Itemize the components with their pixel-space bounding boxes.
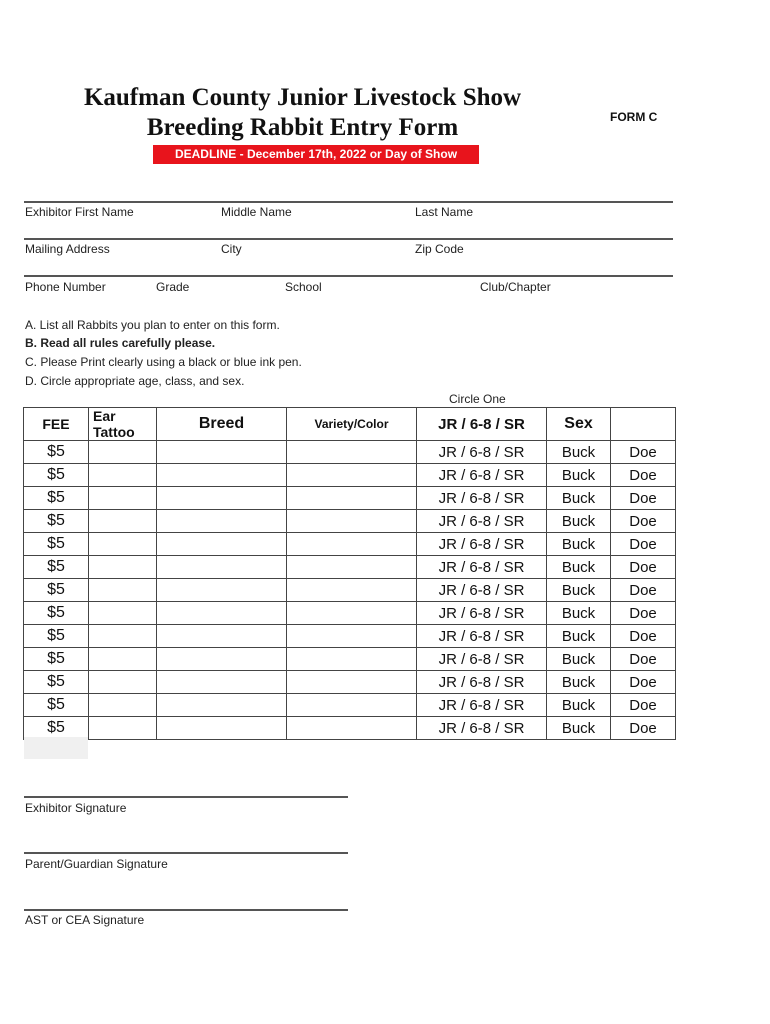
age-class-cell[interactable]: JR / 6-8 / SR <box>417 556 547 579</box>
header-ear-tattoo: Ear Tattoo <box>89 408 157 441</box>
exhibitor-signature-label: Exhibitor Signature <box>25 801 127 815</box>
breed-cell[interactable] <box>157 487 287 510</box>
fee-cell: $5 <box>24 625 89 648</box>
table-row <box>24 602 676 625</box>
variety-cell[interactable] <box>287 625 417 648</box>
table-row <box>24 717 676 740</box>
age-class-cell[interactable]: JR / 6-8 / SR <box>417 579 547 602</box>
breed-cell[interactable] <box>157 510 287 533</box>
phone-label: Phone Number <box>25 280 106 294</box>
table-row <box>24 694 676 717</box>
sex-buck-cell[interactable]: Buck <box>547 464 611 487</box>
instruction-d: D. Circle appropriate age, class, and sex. <box>25 374 245 388</box>
fee-cell: $5 <box>24 602 89 625</box>
variety-cell[interactable] <box>287 694 417 717</box>
header-sex: Sex <box>547 408 611 441</box>
sex-buck-cell[interactable]: Buck <box>547 717 611 740</box>
variety-cell[interactable] <box>287 487 417 510</box>
breed-cell[interactable] <box>157 464 287 487</box>
sex-doe-cell[interactable]: Doe <box>611 625 676 648</box>
sex-buck-cell[interactable]: Buck <box>547 556 611 579</box>
fee-cell: $5 <box>24 556 89 579</box>
age-class-cell[interactable]: JR / 6-8 / SR <box>417 694 547 717</box>
ear-tattoo-cell[interactable] <box>89 625 157 648</box>
age-class-cell[interactable]: JR / 6-8 / SR <box>417 671 547 694</box>
header-breed: Breed <box>157 408 287 441</box>
sex-buck-cell[interactable]: Buck <box>547 510 611 533</box>
divider-top <box>24 201 673 203</box>
variety-cell[interactable] <box>287 717 417 740</box>
instruction-c: C. Please Print clearly using a black or blue ink pen. <box>25 355 302 369</box>
fee-cell: $5 <box>24 464 89 487</box>
table-row <box>24 464 676 487</box>
age-class-cell[interactable]: JR / 6-8 / SR <box>417 602 547 625</box>
variety-cell[interactable] <box>287 648 417 671</box>
breed-cell[interactable] <box>157 717 287 740</box>
deadline-banner: DEADLINE - December 17th, 2022 or Day of Show <box>153 145 479 164</box>
ear-tattoo-cell[interactable] <box>89 671 157 694</box>
sex-doe-cell[interactable]: Doe <box>611 487 676 510</box>
table-row <box>24 648 676 671</box>
table-row <box>24 556 676 579</box>
instruction-a: A. List all Rabbits you plan to enter on this form. <box>25 318 280 332</box>
fee-cell: $5 <box>24 694 89 717</box>
ear-tattoo-cell[interactable] <box>89 441 157 464</box>
table-row <box>24 625 676 648</box>
ear-tattoo-cell[interactable] <box>89 510 157 533</box>
fee-cell: $5 <box>24 533 89 556</box>
address-field-line[interactable] <box>24 275 673 277</box>
fee-cell: $5 <box>24 441 89 464</box>
variety-cell[interactable] <box>287 556 417 579</box>
sex-doe-cell[interactable]: Doe <box>611 441 676 464</box>
breed-cell[interactable] <box>157 602 287 625</box>
variety-cell[interactable] <box>287 464 417 487</box>
first-name-label: Exhibitor First Name <box>25 205 134 219</box>
variety-cell[interactable] <box>287 510 417 533</box>
fee-cell: $5 <box>24 717 89 740</box>
table-row <box>24 671 676 694</box>
age-class-cell[interactable]: JR / 6-8 / SR <box>417 648 547 671</box>
sex-doe-cell[interactable]: Doe <box>611 464 676 487</box>
sex-buck-cell[interactable]: Buck <box>547 602 611 625</box>
ear-tattoo-cell[interactable] <box>89 579 157 602</box>
breed-cell[interactable] <box>157 671 287 694</box>
city-label: City <box>221 242 242 256</box>
form-id: FORM C <box>610 110 658 124</box>
fee-cell: $5 <box>24 487 89 510</box>
variety-cell[interactable] <box>287 441 417 464</box>
age-class-cell[interactable]: JR / 6-8 / SR <box>417 717 547 740</box>
variety-cell[interactable] <box>287 671 417 694</box>
middle-name-label: Middle Name <box>221 205 292 219</box>
ast-signature-label: AST or CEA Signature <box>25 913 145 927</box>
table-row <box>24 579 676 602</box>
sex-doe-cell[interactable]: Doe <box>611 717 676 740</box>
parent-signature-line[interactable] <box>24 852 348 854</box>
fee-cell: $5 <box>24 510 89 533</box>
table-row <box>24 487 676 510</box>
parent-signature-label: Parent/Guardian Signature <box>25 857 168 871</box>
breed-cell[interactable] <box>157 625 287 648</box>
ear-tattoo-cell[interactable] <box>89 602 157 625</box>
sex-buck-cell[interactable]: Buck <box>547 694 611 717</box>
age-class-cell[interactable]: JR / 6-8 / SR <box>417 487 547 510</box>
exhibitor-signature-line[interactable] <box>24 796 348 798</box>
sex-doe-cell[interactable]: Doe <box>611 694 676 717</box>
club-label: Club/Chapter <box>480 280 551 294</box>
name-field-line[interactable] <box>24 238 673 240</box>
ear-tattoo-cell[interactable] <box>89 694 157 717</box>
entry-table <box>23 407 676 740</box>
age-class-cell[interactable]: JR / 6-8 / SR <box>417 510 547 533</box>
ear-tattoo-cell[interactable] <box>89 533 157 556</box>
form-title-line2: Breeding Rabbit Entry Form <box>146 114 459 141</box>
sex-buck-cell[interactable]: Buck <box>547 441 611 464</box>
header-fee: FEE <box>24 408 89 441</box>
sex-doe-cell[interactable]: Doe <box>611 579 676 602</box>
breed-cell[interactable] <box>157 556 287 579</box>
ear-tattoo-cell[interactable] <box>89 464 157 487</box>
variety-cell[interactable] <box>287 533 417 556</box>
sex-buck-cell[interactable]: Buck <box>547 648 611 671</box>
fee-cell: $5 <box>24 648 89 671</box>
sex-doe-cell[interactable]: Doe <box>611 602 676 625</box>
header-blank <box>611 408 676 441</box>
last-name-label: Last Name <box>415 205 474 219</box>
circle-one-note: Circle One <box>449 392 506 406</box>
table-header-row <box>24 408 676 441</box>
sex-doe-cell[interactable]: Doe <box>611 671 676 694</box>
breed-cell[interactable] <box>157 533 287 556</box>
sex-buck-cell[interactable]: Buck <box>547 671 611 694</box>
sex-doe-cell[interactable]: Doe <box>611 648 676 671</box>
breed-cell[interactable] <box>157 648 287 671</box>
mailing-address-label: Mailing Address <box>25 242 110 256</box>
age-class-cell[interactable]: JR / 6-8 / SR <box>417 533 547 556</box>
sex-buck-cell[interactable]: Buck <box>547 625 611 648</box>
form-title-line1: Kaufman County Junior Livestock Show <box>83 84 522 111</box>
header-age-class: JR / 6-8 / SR <box>417 408 547 441</box>
ear-tattoo-cell[interactable] <box>89 648 157 671</box>
fee-cell: $5 <box>24 671 89 694</box>
sex-buck-cell[interactable]: Buck <box>547 579 611 602</box>
ear-tattoo-cell[interactable] <box>89 487 157 510</box>
age-class-cell[interactable]: JR / 6-8 / SR <box>417 464 547 487</box>
sex-doe-cell[interactable]: Doe <box>611 556 676 579</box>
sex-buck-cell[interactable]: Buck <box>547 533 611 556</box>
sex-buck-cell[interactable]: Buck <box>547 487 611 510</box>
table-row <box>24 441 676 464</box>
fee-cell: $5 <box>24 579 89 602</box>
zip-label: Zip Code <box>415 242 464 256</box>
breed-cell[interactable] <box>157 694 287 717</box>
age-class-cell[interactable]: JR / 6-8 / SR <box>417 441 547 464</box>
variety-cell[interactable] <box>287 579 417 602</box>
table-row <box>24 510 676 533</box>
school-label: School <box>285 280 322 294</box>
grade-label: Grade <box>156 280 190 294</box>
instruction-b: B. Read all rules carefully please. <box>25 336 216 350</box>
ear-tattoo-cell[interactable] <box>89 717 157 740</box>
ast-signature-line[interactable] <box>24 909 348 911</box>
age-class-cell[interactable]: JR / 6-8 / SR <box>417 625 547 648</box>
fee-total-cell[interactable] <box>24 737 88 759</box>
breed-cell[interactable] <box>157 579 287 602</box>
table-row <box>24 533 676 556</box>
ear-tattoo-cell[interactable] <box>89 556 157 579</box>
sex-doe-cell[interactable]: Doe <box>611 510 676 533</box>
header-variety: Variety/Color <box>287 408 417 441</box>
sex-doe-cell[interactable]: Doe <box>611 533 676 556</box>
breed-cell[interactable] <box>157 441 287 464</box>
variety-cell[interactable] <box>287 602 417 625</box>
